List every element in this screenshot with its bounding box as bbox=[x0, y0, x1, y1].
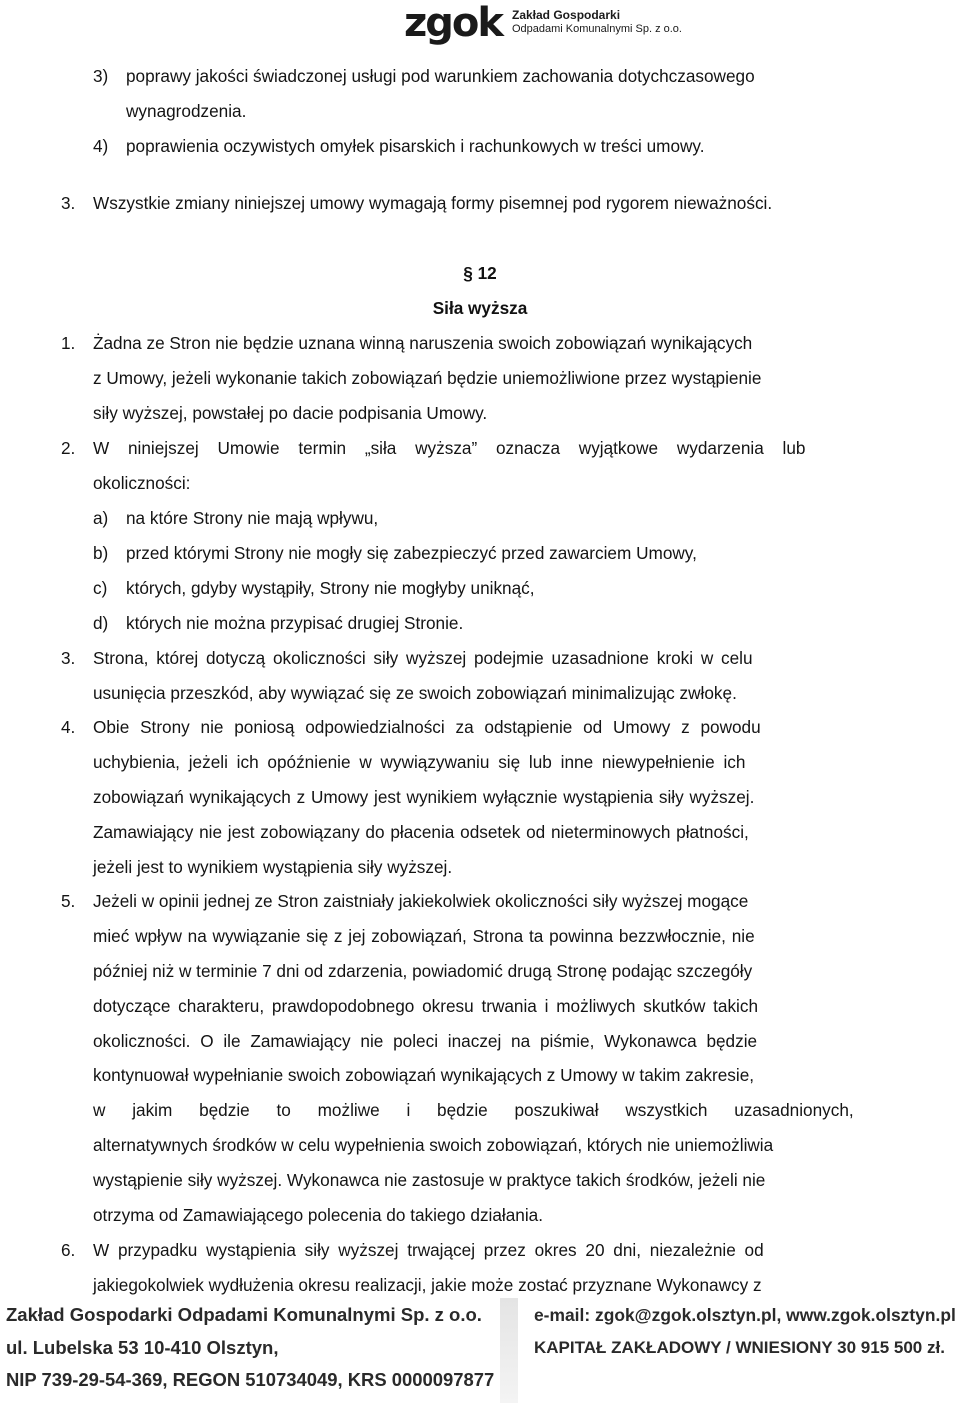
item-number: 3. bbox=[61, 193, 76, 213]
footer-divider bbox=[500, 1298, 518, 1403]
text-line: alternatywnych środków w celu wypełnienia swoich zobowiązań, których nie uniemożliwia bbox=[93, 1135, 774, 1155]
text-line: później niż w terminie 7 dni od zdarzenia, powiadomić drugą Stronę podając szczegóły bbox=[93, 961, 753, 981]
text-line: otrzyma od Zamawiającego polecenia do takiego działania. bbox=[93, 1205, 544, 1225]
section-number: § 12 bbox=[463, 263, 497, 283]
text-line: Żadna ze Stron nie będzie uznana winną naruszenia swoich zobowiązań wynikających bbox=[93, 333, 753, 353]
text-line: w jakim będzie to możliwe i będzie poszukiwał wszystkich uzasadnionych, bbox=[93, 1100, 854, 1120]
text-line: usunięcia przeszkód, aby wywiązać się ze swoich zobowiązań minimalizując zwłokę. bbox=[93, 683, 737, 703]
text-line: W przypadku wystąpienia siły wyższej trwającej przez okres 20 dni, niezależnie od bbox=[93, 1240, 764, 1260]
page-footer bbox=[0, 1298, 960, 1403]
section-title: Siła wyższa bbox=[432, 298, 528, 318]
list-letter: a) bbox=[93, 508, 109, 528]
text-line: mieć wpływ na wywiązanie się z jej zobowiązań, Strona ta powinna bezzwłocznie, nie bbox=[93, 926, 755, 946]
text-line: dotyczące charakteru, prawdopodobnego okresu trwania i możliwych skutków takich bbox=[93, 996, 759, 1016]
text-line: okoliczności. O ile Zamawiający nie poleci inaczej na piśmie, Wykonawca będzie bbox=[93, 1031, 758, 1051]
footer-contact: e-mail: zgok@zgok.olsztyn.pl, www.zgok.olsztyn.pl bbox=[534, 1305, 956, 1325]
text-line: Obie Strony nie poniosą odpowiedzialności za odstąpienie od Umowy z powodu bbox=[93, 717, 761, 737]
footer-company-name: Zakład Gospodarki Odpadami Komunalnymi Sp. z o.o. bbox=[6, 1304, 482, 1325]
text-line: których nie można przypisać drugiej Stronie. bbox=[126, 613, 464, 633]
text-line: jakiegokolwiek wydłużenia okresu realizacji, jakie może zostać przyznane Wykonawcy z bbox=[93, 1275, 762, 1295]
footer-address: ul. Lubelska 53 10-410 Olsztyn, bbox=[6, 1337, 279, 1358]
item-number: 3. bbox=[61, 648, 76, 668]
item-number: 6. bbox=[61, 1240, 76, 1260]
text-line: Jeżeli w opinii jednej ze Stron zaistniały jakiekolwiek okoliczności siły wyższej mogące bbox=[93, 891, 749, 911]
company-logo bbox=[404, 0, 682, 46]
text-line: poprawy jakości świadczonej usługi pod warunkiem zachowania dotychczasowego bbox=[126, 66, 755, 86]
list-letter: b) bbox=[93, 543, 109, 563]
logo-mark: zgok bbox=[404, 0, 502, 46]
text-line: Wszystkie zmiany niniejszej umowy wymagają formy pisemnej pod rygorem nieważności. bbox=[93, 193, 773, 213]
item-number: 2. bbox=[61, 438, 76, 458]
logo-text bbox=[512, 8, 682, 36]
text-line: których, gdyby wystąpiły, Strony nie mogłyby uniknąć, bbox=[126, 578, 535, 598]
list-letter: c) bbox=[93, 578, 108, 598]
item-number: 5. bbox=[61, 891, 76, 911]
logo-company-line1: Zakład Gospodarki bbox=[512, 8, 621, 22]
footer-registration: NIP 739-29-54-369, REGON 510734049, KRS 0000097877 bbox=[6, 1369, 495, 1390]
text-line: okoliczności: bbox=[93, 473, 191, 493]
text-line: uchybienia, jeżeli ich opóźnienie w wywiązywaniu się lub inne niewypełnienie ich bbox=[93, 752, 746, 772]
page-header bbox=[0, 0, 960, 48]
item-number: 4) bbox=[93, 136, 109, 156]
text-line: W niniejszej Umowie termin „siła wyższa” oznacza wyjątkowe wydarzenia lub bbox=[93, 438, 806, 458]
list-letter: d) bbox=[93, 613, 109, 633]
item-number: 3) bbox=[93, 66, 109, 86]
text-line: wystąpienie siły wyższej. Wykonawca nie zastosuje w praktyce takich środków, jeżeli nie bbox=[93, 1170, 766, 1190]
text-line: przed którymi Strony nie mogły się zabezpieczyć przed zawarciem Umowy, bbox=[126, 543, 697, 563]
text-line: wynagrodzenia. bbox=[126, 101, 247, 121]
text-line: Zamawiający nie jest zobowiązany do płacenia odsetek od nieterminowych płatności, bbox=[93, 822, 749, 842]
text-line: siły wyższej, powstałej po dacie podpisania Umowy. bbox=[93, 403, 488, 423]
logo-company-line2: Odpadami Komunalnymi Sp. z o.o. bbox=[512, 23, 682, 35]
item-number: 4. bbox=[61, 717, 76, 737]
text-line: kontynuował wypełnianie swoich zobowiązań wynikających z Umowy w takim zakresie, bbox=[93, 1065, 755, 1085]
item-number: 1. bbox=[61, 333, 76, 353]
text-line: Strona, której dotyczą okoliczności siły wyższej podejmie uzasadnione kroki w celu bbox=[93, 648, 753, 668]
text-line: poprawienia oczywistych omyłek pisarskich i rachunkowych w treści umowy. bbox=[126, 136, 705, 156]
footer-capital: KAPITAŁ ZAKŁADOWY / WNIESIONY 30 915 500 zł. bbox=[534, 1338, 945, 1357]
text-line: zobowiązań wynikających z Umowy jest wynikiem wyłącznie wystąpienia siły wyższej. bbox=[93, 787, 755, 807]
text-line: z Umowy, jeżeli wykonanie takich zobowiązań będzie uniemożliwione przez wystąpienie bbox=[93, 368, 762, 388]
text-line: jeżeli jest to wynikiem wystąpienia siły wyższej. bbox=[93, 857, 453, 877]
text-line: na które Strony nie mają wpływu, bbox=[126, 508, 379, 528]
